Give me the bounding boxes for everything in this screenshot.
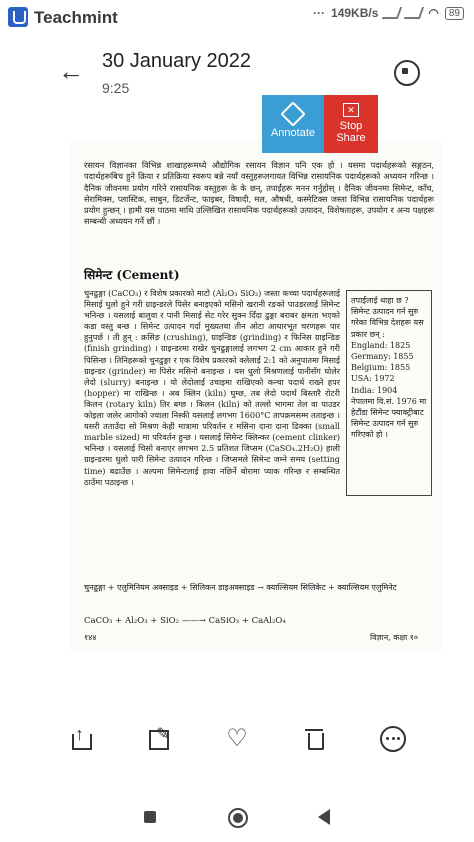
intro-text: रसायन विज्ञानका विभिन्न शाखाहरूमध्ये औद्योगिक रसायन विज्ञान पनि एक हो । यसमा पदार्थहरूको सङ्गठन, पदार्थहरूबिच हुने क्रिया र प्रतिक्रिया स्वरूप बन्ने नयाँ वस्तुहरूलगायत विभिन्न रासायनिक पदार्थहरूको अध्ययन गरिन्छ । दैनिक जीवनमा प्रयोग गरिने रासायनिक वस्तुहरू के के छन्, तपाईंहरू मनन गर्नुहोस् । दैनिक जीवनमा सिमेन्ट, काँच, सेरामिक्स, प्लास्टिक, साबुन, डिटर्जेन्ट, फाइबर, विषादी, मल, औषधी, कस्मेटिक्स जस्ता विभिन्न रासायनिक पदार्थहरू प्रयोग हुन्छन् । हामी यस पाठमा माथि उल्लिखित रासायनिक पदार्थहरूको उत्पादन, विशेषताहरू, उपयोग र अन्य पक्षहरू सम्बन्धी अध्ययन गर्ने छौं । [84,160,434,227]
heart-icon[interactable]: ♡ [226,725,248,752]
back-arrow-icon[interactable]: ← [58,56,84,86]
wifi-icon: ◠ [428,6,439,20]
sidebox-line: Germany: 1855 [351,352,414,362]
sidebox-line: USA: 1972 [351,374,395,384]
stop-share-button[interactable] [324,95,378,153]
back-icon[interactable] [318,809,330,825]
trash-icon[interactable] [302,726,328,752]
cement-body-text: चुनढुङ्गा (CaCO₃) र विशेष प्रकारको माटो (Al₂O₃ SiO₂) जस्ता कच्चा पदार्थहरूलाई मिसाई धुलो हुने गरी ग्राइन्डरले पिसेर बनाइएको मसिनो खरानी रङको पाउडरलाई सिमेन्ट भनिन्छ । यसलाई बालुवा र पानी मिसाई सेट गरेर सुक्न दिँदा ढुङ्गा बराबर क्षमता भएको कडा वस्तु बन्छ । सिमेन्ट उत्पादन गर्दा मुख्यतया तीन ओटा आधारभूत चरणहरू पार हुनुपर्छ । ती हुन् : क्रसिङ (crushing), ग्राइन्डिङ (grinding) र फिनिस ग्राइन्डिङ (finish grinding) । ग्राइन्डरमा राखेर चुनढुङ्गालाई लगभग 2 cm आकार हुने गरी पिसिन्छ । तिनिहरूको चुनढुङ्गा र एक विशेष प्रकारको क्लेलाई 2:1 को अनुपातमा मिसाई ग्राइन्डर (grinder) मा पिसेर मसिनो बनाइन्छ । यस धुलो मिश्रणलाई पानीसँग घोलेर लेदो (slurry) बनाइन्छ । यो लेदोलाई उचाइमा राखिएको कन्चा पदार्थ राख्ने हपर (hopper) मा राखिन्छ । अब क्लिन (kiln) घुम्छ, तब लेदो पदार्थ बिस्तारै रोटरी किलन (rotary kiln) तिर बग्छ । किलन (kiln) को तल्लो भागमा तेल वा पाउडर कोइला जलेर आगोको ज्वाला निस्की यसलाई लगभग 1600°C तापक्रमसम्म तताइन्छ । यसरी तताउँदा सो मिश्रण केही मात्रामा परिवर्तन र मसिना दाना दाना ढिक्का (small marble sized) मा परिवर्तन हुन्छ । यसलाई सिमेन्ट क्लिन्कर (cement clinker) भनिन्छ । यसलाई चिसो बनाएर लगभग 2.5 प्रतिशत जिप्सम (CaSO₄.2H₂O) हाली ग्राइन्डरमा धुलो पारी सिमेन्ट उत्पादन गरिन्छ । जिप्समले सिमेन्ट जम्ने समय (setting time) बढाउँछ । अल्पमा सिमेन्टलाई हावा नछिर्ने बोरामा प्याक गरिन्छ र सम्बन्धित ठाउँमा पठाइन्छ । [84,288,340,487]
section-title: सिमेन्ट (Cement) [84,268,180,282]
signal-icon [382,7,402,19]
status-bar [0,0,474,34]
chemical-equation: CaCO₃ + Al₂O₃ + SiO₂ ——→ CaSiO₃ + CaAl₂O₄ [84,616,286,626]
sidebox-line: तपाईंलाई थाहा छ ? [351,296,409,305]
sidebox-line: नेपालमा वि.सं. 1976 मा हेटौंडा सिमेन्ट फ्याक्ट्रीबाट सिमेन्ट उत्पादन गर्न सुरु गरिएको हो । [351,396,427,440]
word-equation: चुनढुङ्गा + एलुमिनियम अक्साइड + सिलिकन डाइअक्साइड → क्याल्सियम सिलिकेट + क्याल्सियम एलुमिनेट [84,583,397,592]
page-footer: विज्ञान, कक्षा १० [370,633,419,642]
sidebox-line: सिमेन्ट उत्पादन गर्न सुरु गरेका विभिन्न देशहरू यस प्रकार छन् : [351,307,424,339]
document-time: 9:25 [102,80,130,96]
annotate-button[interactable] [262,95,324,153]
app-name: Teachmint [34,8,118,27]
pencil-icon [280,101,305,126]
edit-icon[interactable] [146,726,172,752]
share-icon[interactable] [68,726,94,752]
more-icon[interactable] [380,726,406,752]
document-date: 30 January 2022 [102,50,252,72]
battery-indicator: 89 [445,7,464,20]
recent-apps-icon[interactable] [144,811,156,823]
intro-paragraph [84,160,434,234]
more-dot [397,737,400,740]
sidebox-line: England: 1825 [351,340,411,350]
status-indicators [313,6,464,20]
network-speed: 149KB/s [331,6,379,20]
teachmint-logo-icon [8,7,28,27]
rotate-icon[interactable] [394,60,420,86]
page-number: १४४ [84,633,97,642]
stop-icon: ✕ [343,103,359,117]
sidebox-line: Belgium: 1855 [351,363,411,373]
more-dot [386,737,389,740]
sidebox-line: India: 1904 [351,385,398,395]
signal-icon-2 [404,7,424,19]
notification-dots-icon: ··· [313,6,326,20]
home-icon[interactable] [228,808,248,828]
annotate-label: Annotate [270,127,316,139]
more-dot [392,737,395,740]
stop-share-label: Stop Share [336,120,366,144]
did-you-know-box [346,290,432,496]
